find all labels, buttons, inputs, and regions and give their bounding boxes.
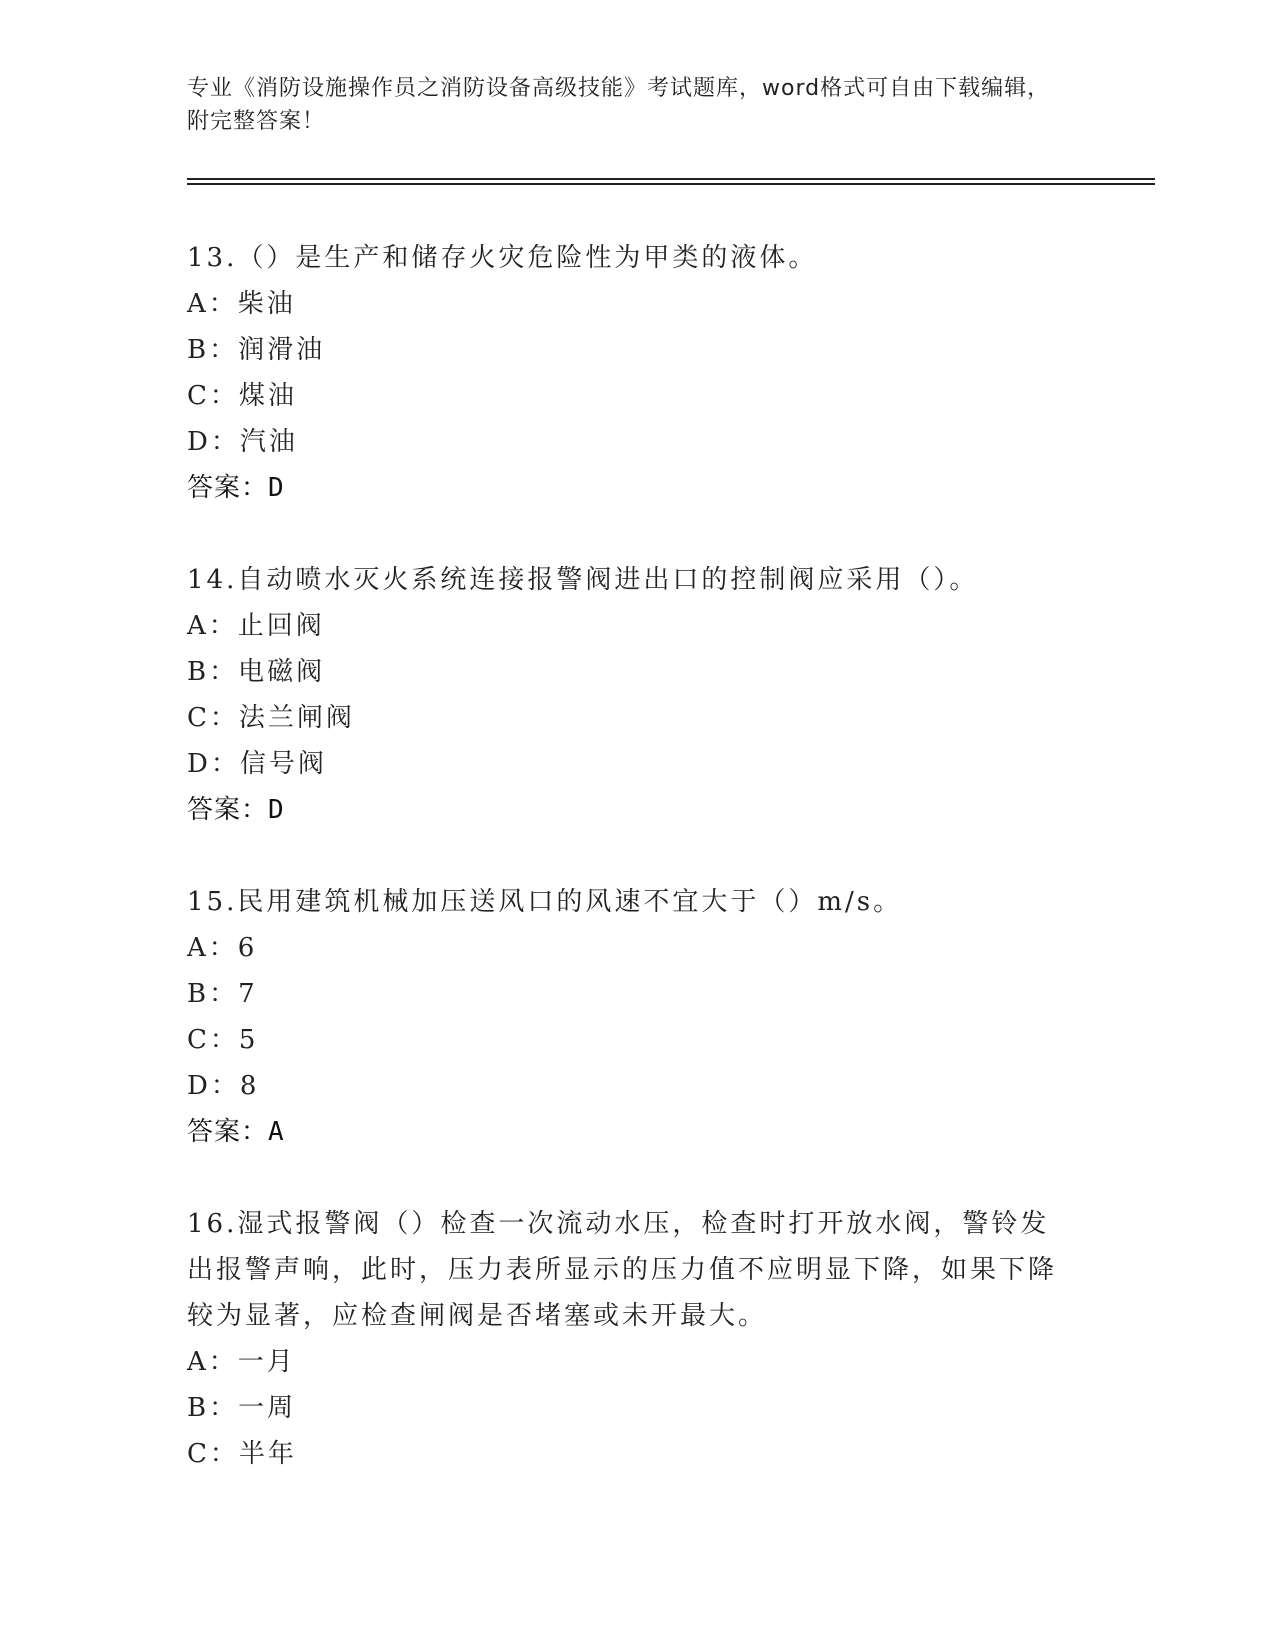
- header-divider-top: [187, 178, 1155, 180]
- answer-line: [187, 787, 1087, 833]
- option-c: C：5: [187, 1025, 259, 1055]
- answer-line: [187, 465, 1087, 511]
- question-stem: 16.湿式报警阀（）检查一次流动水压，检查时打开放水阀，警铃发出报警声响，此时，压力表所显示的压力值不应明显下降，如果下降较为显著，应检查闸阀是否堵塞或未开最大。: [187, 1209, 1058, 1331]
- answer-label: 答案：: [187, 1117, 269, 1147]
- header-divider-bottom: [187, 183, 1155, 185]
- answer-label: 答案：: [187, 473, 269, 503]
- option-b: B：7: [187, 979, 258, 1009]
- question-stem: 13.（）是生产和储存火灾危险性为甲类的液体。: [187, 243, 818, 273]
- option-d: D：信号阀: [187, 749, 327, 779]
- option-b: B：电磁阀: [187, 657, 326, 687]
- option-c: C：煤油: [187, 381, 297, 411]
- answer-value: D: [268, 795, 285, 825]
- answer-value: D: [268, 473, 285, 503]
- question-list: [187, 235, 1087, 1523]
- question-stem: 14.自动喷水灭火系统连接报警阀进出口的控制阀应采用（）。: [187, 565, 979, 595]
- question-13: [187, 235, 1087, 511]
- option-b: B：润滑油: [187, 335, 326, 365]
- option-c: C：半年: [187, 1439, 297, 1469]
- option-d: D：汽油: [187, 427, 298, 457]
- answer-value: A: [268, 1117, 285, 1147]
- question-15: [187, 879, 1087, 1155]
- option-a: A：一月: [187, 1347, 296, 1377]
- option-a: A：柴油: [187, 289, 296, 319]
- question-14: [187, 557, 1087, 833]
- option-d: D：8: [187, 1071, 260, 1101]
- option-b: B：一周: [187, 1393, 297, 1423]
- option-a: A：6: [187, 933, 258, 963]
- document-header: [187, 72, 1067, 138]
- question-stem: 15.民用建筑机械加压送风口的风速不宜大于（）m/s。: [187, 887, 903, 917]
- header-intro-text: 专业《消防设施操作员之消防设备高级技能》考试题库，word格式可自由下载编辑，附完整答案！: [187, 76, 1051, 134]
- answer-line: [187, 1109, 1087, 1155]
- option-c: C：法兰闸阀: [187, 703, 355, 733]
- question-16: [187, 1201, 1087, 1477]
- option-a: A：止回阀: [187, 611, 325, 641]
- answer-label: 答案：: [187, 795, 269, 825]
